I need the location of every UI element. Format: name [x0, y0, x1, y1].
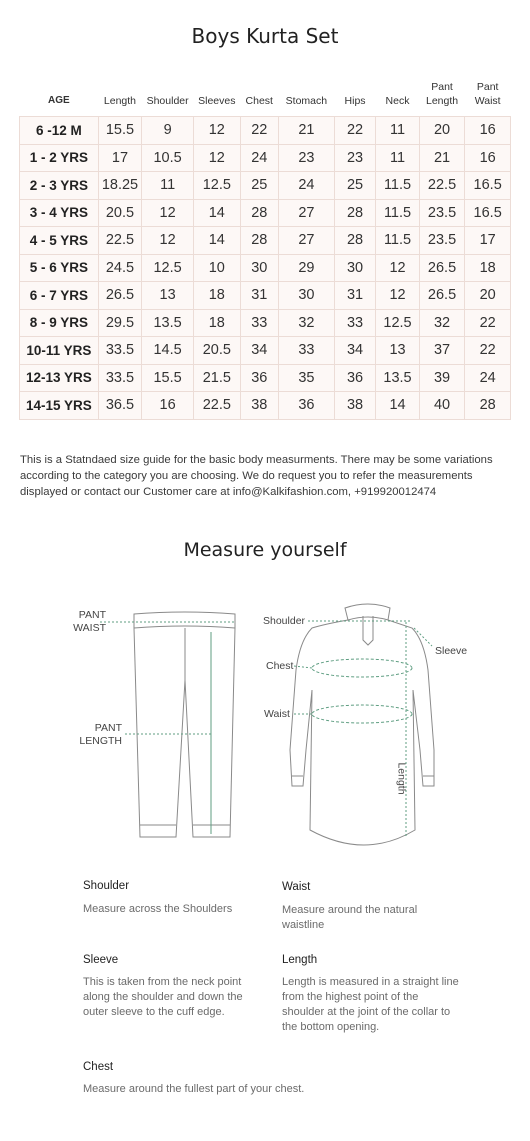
- table-cell-age: 6 -12 M: [20, 117, 99, 145]
- table-cell: 22.5: [419, 172, 465, 200]
- table-cell: 11.5: [376, 227, 420, 255]
- table-cell-age: 12-13 YRS: [20, 364, 99, 392]
- header-shoulder: Shoulder: [146, 95, 189, 107]
- table-row: [20, 309, 511, 337]
- header-hips: Hips: [344, 95, 366, 107]
- table-cell: 16: [142, 392, 194, 420]
- table-cell: 12: [194, 117, 241, 145]
- table-cell-age: 14-15 YRS: [20, 392, 99, 420]
- table-cell: 15.5: [98, 117, 142, 145]
- table-cell: 13: [376, 337, 420, 365]
- table-row: [20, 254, 511, 282]
- table-cell: 12.5: [142, 254, 194, 282]
- table-cell: 13.5: [142, 309, 194, 337]
- table-cell: 16.5: [465, 172, 511, 200]
- header-chest: Chest: [245, 95, 273, 107]
- size-guide-note: This is a Statndaed size guide for the basic body measurments. There may be some variations according to the category you are choosing. We do request you to refer the measurements displayed or contact our Customer care at info@Kalkifashion.com, +919920012474: [20, 454, 493, 498]
- table-cell: 36: [278, 392, 334, 420]
- table-cell: 26.5: [98, 282, 142, 310]
- table-cell: 22: [240, 117, 278, 145]
- guide-length-title: Length: [282, 954, 318, 966]
- table-cell: 28: [240, 199, 278, 227]
- table-cell: 20: [465, 282, 511, 310]
- table-cell: 12: [142, 227, 194, 255]
- table-cell: 13: [142, 282, 194, 310]
- table-row: [20, 337, 511, 365]
- table-body: [20, 117, 511, 420]
- table-cell: 25: [240, 172, 278, 200]
- guide-chest-text: Measure around the fullest part of your chest.: [83, 1083, 305, 1095]
- header-length: Length: [103, 95, 137, 107]
- table-cell: 9: [142, 117, 194, 145]
- table-cell: 33: [240, 309, 278, 337]
- table-row: [20, 199, 511, 227]
- table-cell: 38: [334, 392, 375, 420]
- pants-illustration: [134, 612, 235, 837]
- table-cell: 30: [278, 282, 334, 310]
- table-cell: 18: [194, 309, 241, 337]
- label-pant-waist-line2: WAIST: [73, 622, 106, 634]
- table-cell: 22: [465, 337, 511, 365]
- table-cell: 21: [419, 144, 465, 172]
- guide-sleeve-text: This is taken from the neck point along the shoulder and down the outer sleeve to the cuff edge.: [83, 976, 243, 1018]
- table-cell: 27: [278, 227, 334, 255]
- guide-shoulder-title: Shoulder: [83, 880, 130, 892]
- table-cell: 18: [465, 254, 511, 282]
- table-cell: 34: [334, 337, 375, 365]
- table-cell: 21.5: [194, 364, 241, 392]
- table-cell: 28: [334, 199, 375, 227]
- table-cell: 32: [278, 309, 334, 337]
- table-row: [20, 364, 511, 392]
- table-cell: 14.5: [142, 337, 194, 365]
- table-cell: 33.5: [98, 337, 142, 365]
- table-cell: 14: [194, 199, 241, 227]
- kurta-placket: [363, 616, 373, 645]
- guide-waist-title: Waist: [282, 881, 311, 893]
- guide-shoulder-text: Measure across the Shoulders: [83, 903, 233, 915]
- table-header-row: [20, 64, 511, 117]
- table-cell-age: 3 - 4 YRS: [20, 199, 99, 227]
- label-pant-waist-line1: PANT: [78, 609, 106, 621]
- table-cell: 36: [240, 364, 278, 392]
- table-cell: 34: [240, 337, 278, 365]
- table-cell: 29.5: [98, 309, 142, 337]
- table-cell: 25: [334, 172, 375, 200]
- table-cell: 36: [334, 364, 375, 392]
- table-cell: 23: [278, 144, 334, 172]
- table-cell: 17: [465, 227, 511, 255]
- header-sleeves: Sleeves: [198, 95, 236, 107]
- table-cell: 16: [465, 144, 511, 172]
- label-shoulder: Shoulder: [263, 615, 306, 627]
- table-cell: 28: [240, 227, 278, 255]
- table-cell: 27: [278, 199, 334, 227]
- label-chest: Chest: [266, 660, 294, 672]
- table-cell: 13.5: [376, 364, 420, 392]
- label-pant-length: [70, 722, 122, 748]
- pants-waistband: [134, 612, 235, 628]
- table-cell: 21: [278, 117, 334, 145]
- header-neck: Neck: [385, 95, 410, 107]
- table-cell: 26.5: [419, 282, 465, 310]
- table-cell: 18: [194, 282, 241, 310]
- guide-waist-text: Measure around the natural waistline: [282, 904, 418, 931]
- table-cell-age: 2 - 3 YRS: [20, 172, 99, 200]
- table-cell-age: 5 - 6 YRS: [20, 254, 99, 282]
- table-cell: 14: [194, 227, 241, 255]
- table-cell: 33: [278, 337, 334, 365]
- kurta-outline: [290, 620, 434, 845]
- table-cell: 11.5: [376, 172, 420, 200]
- page-title: Boys Kurta Set: [191, 24, 339, 48]
- table-cell: 23.5: [419, 227, 465, 255]
- chest-measure-ellipse: [312, 659, 412, 677]
- label-length: Length: [395, 762, 408, 795]
- table-cell: 20.5: [194, 337, 241, 365]
- table-cell: 40: [419, 392, 465, 420]
- table-cell: 11: [376, 117, 420, 145]
- table-cell: 18.25: [98, 172, 142, 200]
- table-cell: 11: [142, 172, 194, 200]
- table-cell: 16: [465, 117, 511, 145]
- table-cell: 22.5: [194, 392, 241, 420]
- sleeve-measure-guide: [414, 628, 432, 646]
- table-cell-age: 8 - 9 YRS: [20, 309, 99, 337]
- kurta-collar: [345, 604, 390, 620]
- table-row: [20, 282, 511, 310]
- table-cell: 39: [419, 364, 465, 392]
- table-cell: 24.5: [98, 254, 142, 282]
- guide-length-text: Length is measured in a straight line from the highest point of the shoulder at the joint of the collar to the bottom opening.: [282, 976, 459, 1033]
- table-row: [20, 392, 511, 420]
- table-cell: 22: [334, 117, 375, 145]
- waist-measure-ellipse: [312, 705, 412, 723]
- measure-yourself-title: Measure yourself: [183, 539, 347, 561]
- table-cell: 17: [98, 144, 142, 172]
- table-cell: 11: [376, 144, 420, 172]
- table-cell: 37: [419, 337, 465, 365]
- table-row: [20, 227, 511, 255]
- table-cell: 33: [334, 309, 375, 337]
- label-pant-length-line2: LENGTH: [79, 735, 122, 747]
- label-pant-waist: [60, 609, 106, 635]
- table-cell-age: 4 - 5 YRS: [20, 227, 99, 255]
- label-sleeve: Sleeve: [435, 645, 468, 657]
- table-cell: 24: [278, 172, 334, 200]
- table-cell: 31: [334, 282, 375, 310]
- table-row: [20, 172, 511, 200]
- table-cell-age: 10-11 YRS: [20, 337, 99, 365]
- header-stomach: Stomach: [285, 95, 328, 107]
- table-cell: 30: [334, 254, 375, 282]
- table-cell: 26.5: [419, 254, 465, 282]
- table-row: [20, 117, 511, 145]
- table-cell: 29: [278, 254, 334, 282]
- table-cell: 20: [419, 117, 465, 145]
- table-cell: 28: [334, 227, 375, 255]
- table-cell-age: 6 - 7 YRS: [20, 282, 99, 310]
- size-chart-table: [19, 64, 511, 420]
- table-cell: 10.5: [142, 144, 194, 172]
- table-cell: 12: [142, 199, 194, 227]
- label-pant-length-line1: PANT: [94, 722, 122, 734]
- table-cell: 23: [334, 144, 375, 172]
- table-cell: 28: [465, 392, 511, 420]
- guide-sleeve-title: Sleeve: [83, 954, 119, 966]
- table-cell: 20.5: [98, 199, 142, 227]
- header-age: AGE: [48, 95, 70, 106]
- table-cell: 12.5: [376, 309, 420, 337]
- table-cell: 35: [278, 364, 334, 392]
- table-cell: 36.5: [98, 392, 142, 420]
- table-cell: 12: [376, 282, 420, 310]
- table-cell-age: 1 - 2 YRS: [20, 144, 99, 172]
- table-cell: 38: [240, 392, 278, 420]
- table-cell: 32: [419, 309, 465, 337]
- table-cell: 14: [376, 392, 420, 420]
- table-cell: 24: [240, 144, 278, 172]
- table-cell: 11.5: [376, 199, 420, 227]
- label-waist: Waist: [264, 708, 290, 720]
- table-cell: 16.5: [465, 199, 511, 227]
- table-cell: 33.5: [98, 364, 142, 392]
- table-cell: 12: [194, 144, 241, 172]
- table-cell: 30: [240, 254, 278, 282]
- kurta-illustration: [290, 604, 434, 845]
- table-cell: 12.5: [194, 172, 241, 200]
- header-pant-waist: Pant Waist: [474, 81, 501, 107]
- table-cell: 23.5: [419, 199, 465, 227]
- table-cell: 10: [194, 254, 241, 282]
- table-cell: 15.5: [142, 364, 194, 392]
- guide-chest-title: Chest: [83, 1061, 114, 1073]
- table-cell: 22.5: [98, 227, 142, 255]
- header-pant-length: Pant Length: [425, 81, 459, 107]
- table-cell: 12: [376, 254, 420, 282]
- table-cell: 24: [465, 364, 511, 392]
- table-row: [20, 144, 511, 172]
- table-cell: 22: [465, 309, 511, 337]
- table-cell: 31: [240, 282, 278, 310]
